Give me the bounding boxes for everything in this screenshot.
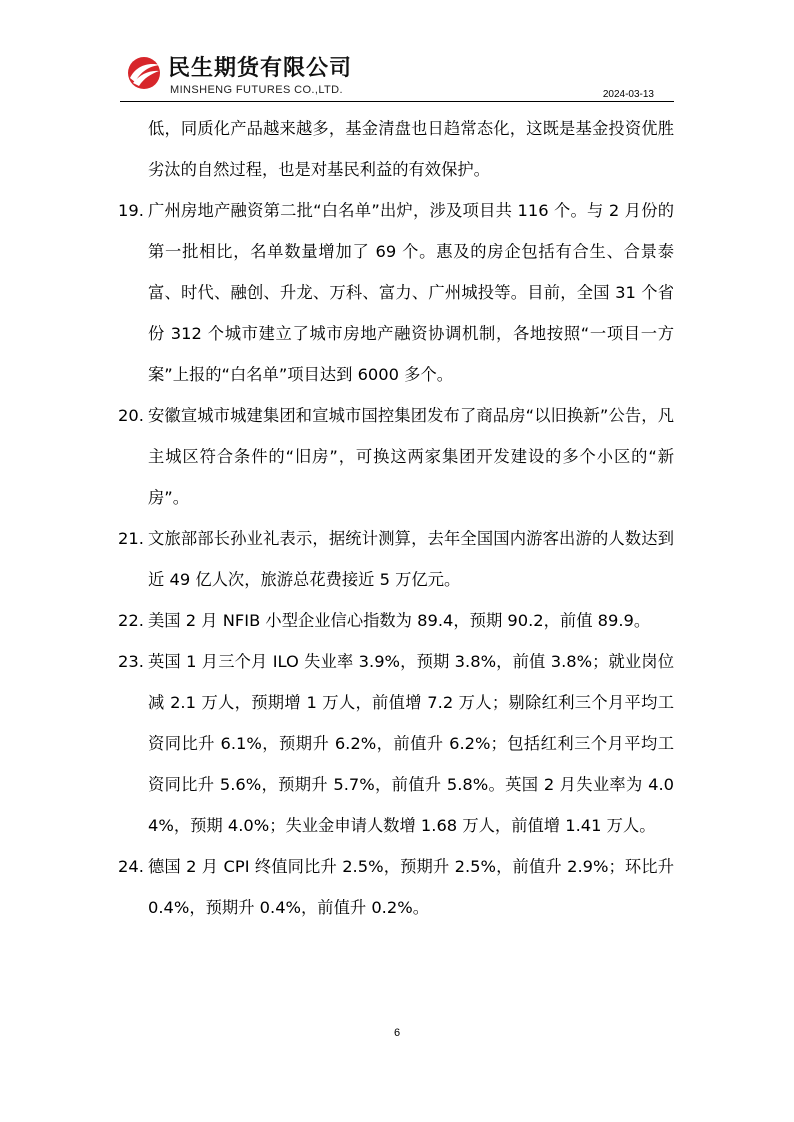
news-item-20 <box>118 395 674 518</box>
news-item-24 <box>118 846 674 928</box>
minsheng-logo-icon <box>126 56 162 90</box>
page-number: 6 <box>393 1027 401 1039</box>
item-text: 英国 1 月三个月 ILO 失业率 3.9%，预期 3.8%，前值 3.8%；就业岗位减 2.1 万人，预期增 1 万人，前值增 7.2 万人；剔除红利三个月平均工资同比升 6.1%，预期升 6.2%，前值升 6.2%；包括红利三个月平均工资同比升 5.6%，预期升 5.7%，前值升 5.8%。英国 2 月失业率为 4.04%，预期 4.0%；失业金申请人数增 1.68 万人，前值增 1.41 万人。 <box>148 652 674 835</box>
item-number: 19. <box>118 201 144 220</box>
news-item-23 <box>118 641 674 846</box>
item-number: 22. <box>118 611 144 630</box>
item-number: 21. <box>118 529 144 548</box>
item-text: 德国 2 月 CPI 终值同比升 2.5%，预期升 2.5%，前值升 2.9%；环比升 0.4%，预期升 0.4%，前值升 0.2%。 <box>148 857 674 917</box>
item-number: 20. <box>118 406 144 425</box>
news-list <box>118 108 674 928</box>
item-text: 美国 2 月 NFIB 小型企业信心指数为 89.4，预期 90.2，前值 89.9。 <box>148 611 651 630</box>
company-name-en: MINSHENG FUTURES CO.,LTD. <box>170 84 343 96</box>
news-item-continuation <box>118 108 674 190</box>
item-number: 23. <box>118 652 144 671</box>
news-item-19 <box>118 190 674 395</box>
item-text: 文旅部部长孙业礼表示，据统计测算，去年全国国内游客出游的人数达到近 49 亿人次，旅游总花费接近 5 万亿元。 <box>148 529 674 589</box>
header-divider <box>120 101 674 102</box>
report-date: 2024-03-13 <box>602 89 654 100</box>
news-item-21 <box>118 518 674 600</box>
item-number: 24. <box>118 857 144 876</box>
company-name-cn: 民生期货有限公司 <box>168 56 353 81</box>
item-text: 广州房地产融资第二批“白名单”出炉，涉及项目共 116 个。与 2 月份的第一批相比，名单数量增加了 69 个。惠及的房企包括有合生、合景泰富、时代、融创、升龙、万科、富力、广州城投等。目前，全国 31 个省份 312 个城市建立了城市房地产融资协调机制，各地按照“一项目一方案”上报的“白名单”项目达到 6000 多个。 <box>148 201 674 384</box>
page-header <box>120 50 674 102</box>
news-item-22 <box>118 600 674 641</box>
item-text: 安徽宣城市城建集团和宣城市国控集团发布了商品房“以旧换新”公告，凡主城区符合条件的“旧房”，可换这两家集团开发建设的多个小区的“新房”。 <box>148 406 674 507</box>
item-text: 低，同质化产品越来越多，基金清盘也日趋常态化，这既是基金投资优胜劣汰的自然过程，也是对基民利益的有效保护。 <box>148 119 674 179</box>
